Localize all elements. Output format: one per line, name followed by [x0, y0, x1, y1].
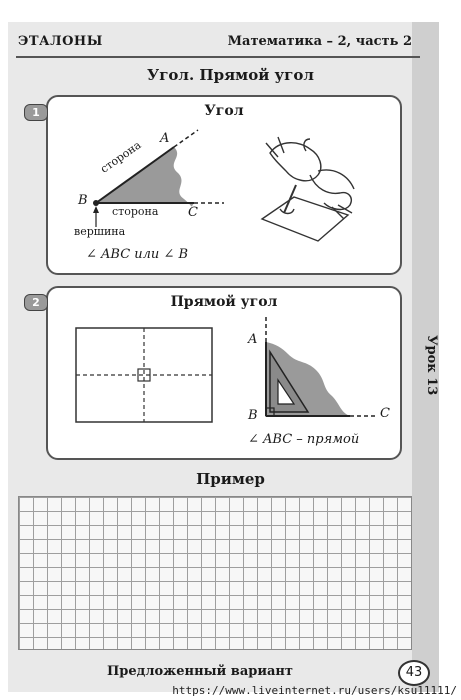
right-angle-card-title: Прямой угол	[170, 294, 278, 310]
header-divider	[16, 56, 420, 58]
vertex-label: вершина	[74, 225, 126, 238]
vertex-pointer-head	[93, 206, 99, 213]
angle-card-title: Угол	[204, 103, 244, 119]
label-A2: A	[248, 332, 258, 347]
side-lower-label: сторона	[112, 205, 159, 218]
right-angle-card	[46, 286, 402, 460]
example-title: Пример	[196, 470, 265, 488]
vertex-dot	[93, 200, 99, 206]
footer-caption: Предложенный вариант	[107, 664, 293, 679]
cartoon-illustration	[262, 137, 354, 241]
header-left: ЭТАЛОНЫ	[18, 34, 103, 49]
label-B2: B	[248, 408, 258, 423]
header-right: Математика – 2, часть 2	[227, 34, 412, 49]
side-upper-label: сторона	[98, 138, 144, 176]
label-B: B	[78, 193, 88, 208]
lesson-label: Урок 13	[424, 334, 439, 396]
badge-2: 2	[24, 294, 48, 311]
page-number: 43	[398, 660, 430, 686]
angle-notation: ∠ ABC или ∠ B	[86, 247, 189, 262]
right-angle-notation: ∠ ABC – прямой	[248, 432, 360, 447]
source-url: https://www.liveinternet.ru/users/ksu11111/	[172, 684, 457, 697]
badge-1: 1	[24, 104, 48, 121]
angle-card	[46, 95, 402, 275]
page-header	[8, 26, 428, 56]
example-grid	[18, 496, 412, 650]
ray-upper-ext	[174, 130, 198, 147]
label-C2: C	[380, 406, 390, 421]
label-A: A	[160, 131, 170, 146]
label-C: C	[188, 205, 198, 220]
page-title: Угол. Прямой угол	[147, 66, 314, 84]
